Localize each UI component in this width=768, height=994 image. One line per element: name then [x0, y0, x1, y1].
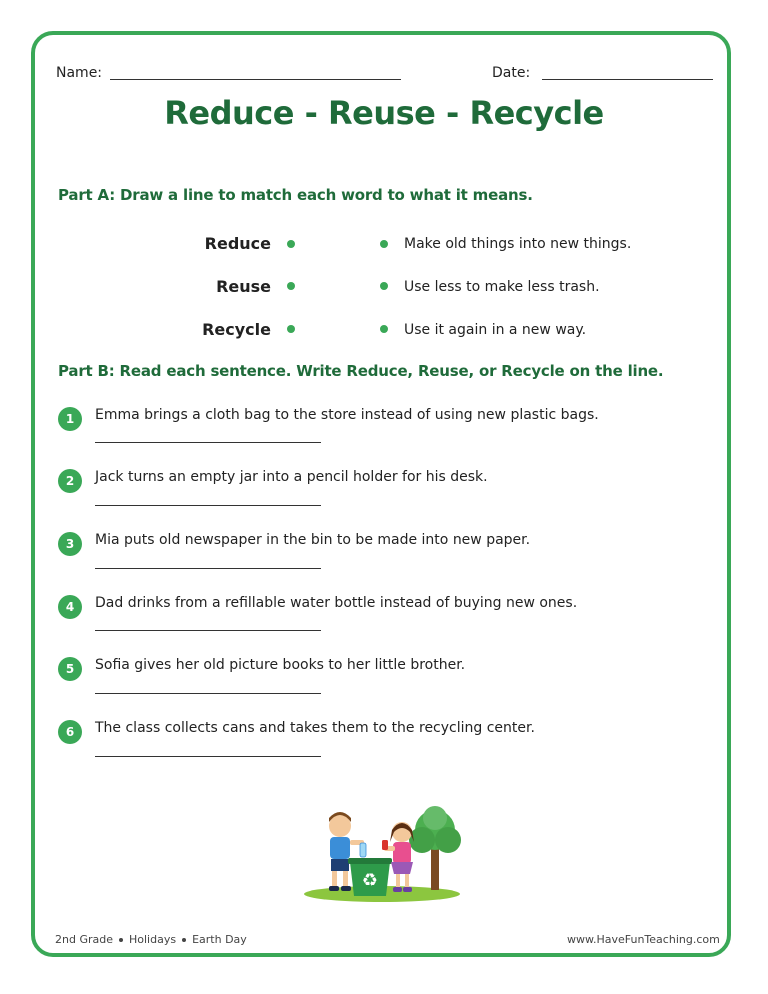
name-label: Name:	[56, 65, 103, 81]
footer-grade: 2nd Grade	[55, 933, 113, 946]
name-line[interactable]	[110, 79, 401, 80]
bullet-separator	[119, 938, 123, 942]
answer-line[interactable]	[95, 693, 321, 694]
footer-subtopic: Earth Day	[192, 933, 247, 946]
question-text: Sofia gives her old picture books to her little brother.	[95, 657, 466, 673]
page-title: Reduce - Reuse - Recycle	[164, 94, 604, 132]
footer-categories	[55, 933, 247, 946]
question-number: 5	[58, 657, 82, 681]
match-word-reduce: Reduce	[204, 234, 271, 253]
match-word-reuse: Reuse	[216, 277, 271, 296]
kids-recycling-illustration	[300, 800, 470, 906]
date-line[interactable]	[542, 79, 713, 80]
question-text: The class collects cans and takes them to the recycling center.	[95, 720, 535, 736]
question-text: Emma brings a cloth bag to the store instead of using new plastic bags.	[95, 407, 599, 423]
match-dot-right-2[interactable]	[380, 282, 388, 290]
footer-website[interactable]: www.HaveFunTeaching.com	[567, 933, 720, 946]
match-meaning-3: Use it again in a new way.	[404, 322, 587, 338]
answer-line[interactable]	[95, 442, 321, 443]
bullet-separator	[182, 938, 186, 942]
match-dot-left-1[interactable]	[287, 240, 295, 248]
question-text: Jack turns an empty jar into a pencil holder for his desk.	[95, 469, 488, 485]
match-dot-right-1[interactable]	[380, 240, 388, 248]
answer-line[interactable]	[95, 756, 321, 757]
question-text: Dad drinks from a refillable water bottle instead of buying new ones.	[95, 595, 578, 611]
part-a-heading: Part A: Draw a line to match each word to what it means.	[58, 186, 533, 204]
match-meaning-1: Make old things into new things.	[404, 236, 632, 252]
answer-line[interactable]	[95, 630, 321, 631]
date-label: Date:	[492, 65, 531, 81]
question-number: 6	[58, 720, 82, 744]
question-number: 4	[58, 595, 82, 619]
part-b-heading: Part B: Read each sentence. Write Reduce, Reuse, or Recycle on the line.	[58, 362, 664, 380]
question-number: 1	[58, 407, 82, 431]
answer-line[interactable]	[95, 505, 321, 506]
question-number: 3	[58, 532, 82, 556]
question-text: Mia puts old newspaper in the bin to be made into new paper.	[95, 532, 531, 548]
match-meaning-2: Use less to make less trash.	[404, 279, 600, 295]
answer-line[interactable]	[95, 568, 321, 569]
svg-text:♻: ♻	[361, 870, 379, 891]
match-dot-left-2[interactable]	[287, 282, 295, 290]
match-word-recycle: Recycle	[202, 320, 271, 339]
footer-topic: Holidays	[129, 933, 177, 946]
match-dot-left-3[interactable]	[287, 325, 295, 333]
match-dot-right-3[interactable]	[380, 325, 388, 333]
question-number: 2	[58, 469, 82, 493]
